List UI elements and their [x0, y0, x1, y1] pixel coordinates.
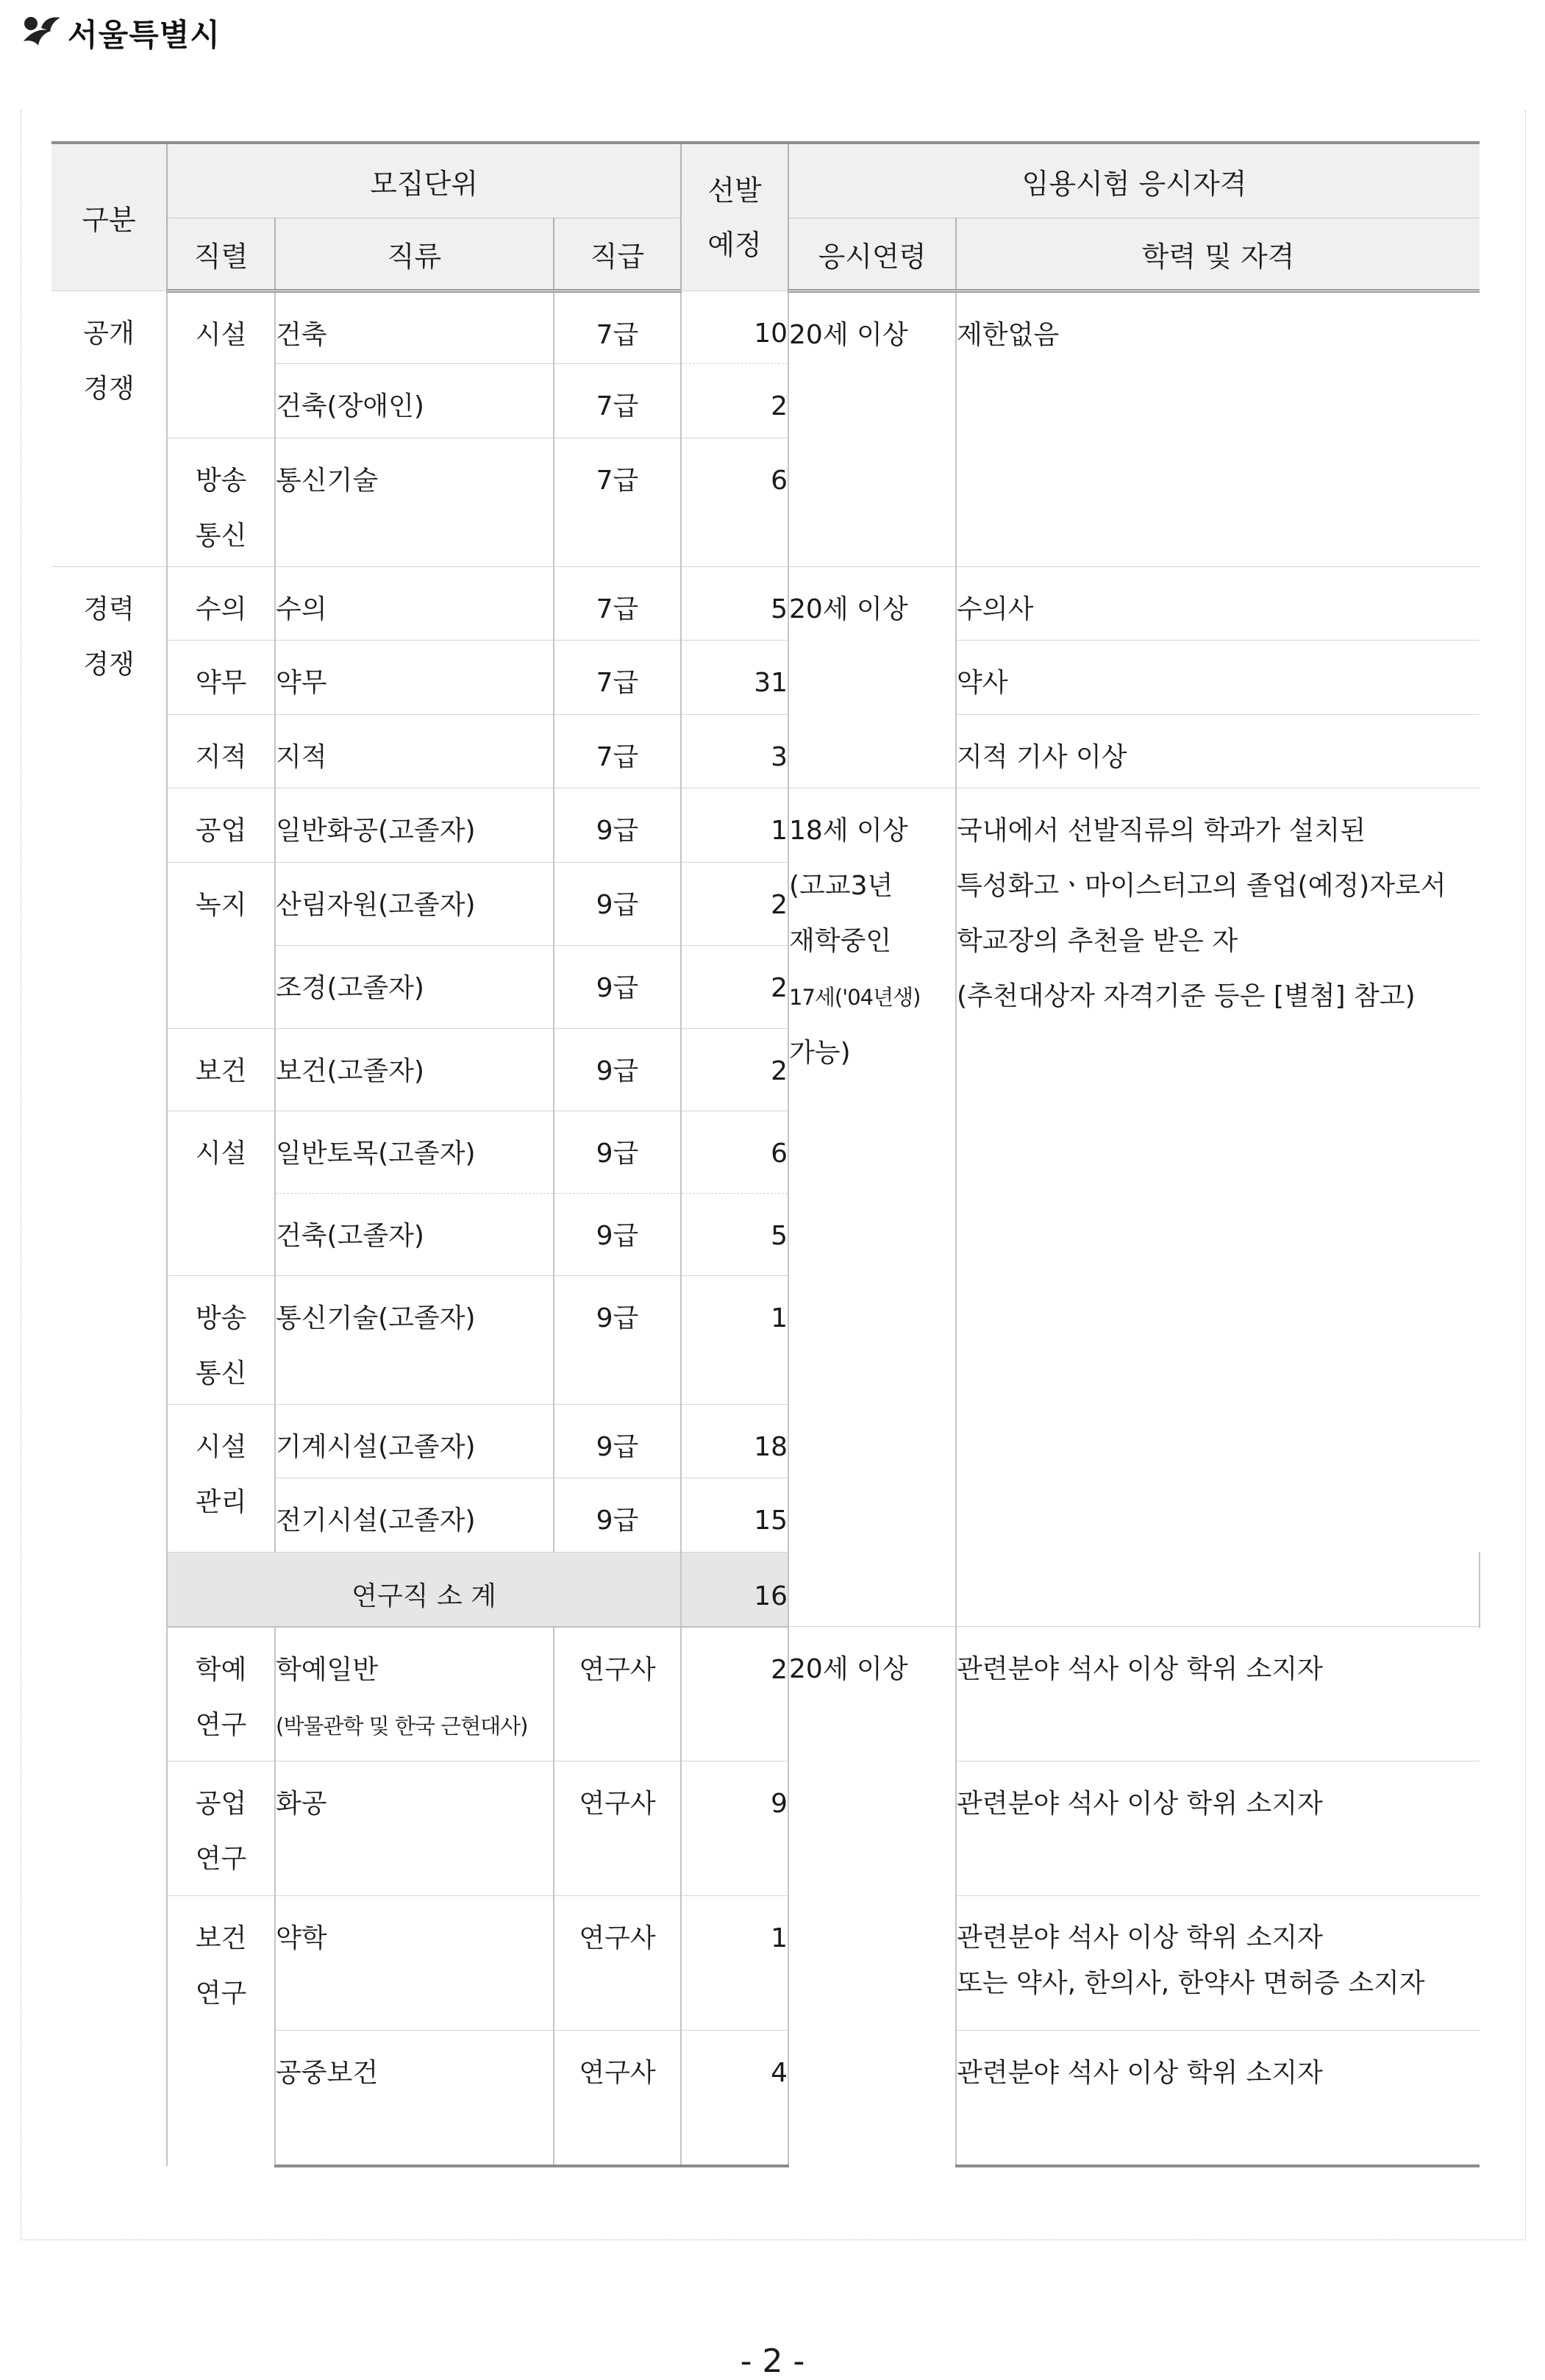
series-cell: 시설 [167, 291, 275, 438]
count-cell: 1 [681, 1276, 788, 1405]
series-cell: 방송 통신 [167, 438, 275, 567]
table-row [51, 788, 1480, 863]
job-cell: 통신기술 [275, 438, 554, 567]
job-cell: 기계시설(고졸자) [275, 1405, 554, 1478]
age-cell: 20세 이상 [788, 1627, 956, 2166]
grade-cell: 7급 [554, 567, 681, 641]
series-cell: 수의 [167, 567, 275, 641]
table-row [51, 641, 1480, 715]
count-cell: 5 [681, 567, 788, 641]
table-row [51, 291, 1480, 364]
grade-cell: 7급 [554, 291, 681, 364]
age-cell: 18세 이상 (고교3년 재학중인 17세('04년생) 가능) [788, 788, 956, 1627]
table-row [51, 1761, 1480, 1896]
count-cell: 6 [681, 1111, 788, 1194]
job-cell: 공중보건 [275, 2031, 554, 2166]
count-cell: 1 [681, 788, 788, 863]
count-cell: 15 [681, 1478, 788, 1553]
job-cell: 조경(고졸자) [275, 946, 554, 1029]
grade-cell: 7급 [554, 641, 681, 715]
series-cell: 방송 통신 [167, 1276, 275, 1405]
qual-cell: 관련분야 석사 이상 학위 소지자 [956, 1627, 1480, 1761]
logo-text: 서울특별시 [68, 17, 221, 53]
header-job: 직류 [275, 218, 554, 291]
grade-cell: 7급 [554, 364, 681, 438]
grade-cell: 9급 [554, 946, 681, 1029]
group-career: 경력 경쟁 [51, 567, 167, 2166]
series-cell: 시설 [167, 1111, 275, 1276]
series-cell: 공업 [167, 788, 275, 863]
qual-cell: 관련분야 석사 이상 학위 소지자 [956, 2031, 1480, 2166]
table-row [51, 1896, 1480, 2031]
count-cell: 2 [681, 364, 788, 438]
job-cell: 지적 [275, 715, 554, 788]
qual-cell: 제한없음 [956, 291, 1480, 567]
qual-cell: 수의사 [956, 567, 1480, 641]
grade-cell: 9급 [554, 863, 681, 946]
header-recruit-unit: 모집단위 [167, 143, 681, 218]
grade-cell: 연구사 [554, 2031, 681, 2166]
table-row [51, 1627, 1480, 1761]
seoul-logo [19, 7, 221, 59]
grade-cell: 9급 [554, 1029, 681, 1111]
count-cell: 18 [681, 1405, 788, 1478]
job-cell: 통신기술(고졸자) [275, 1276, 554, 1405]
job-cell: 수의 [275, 567, 554, 641]
header-age: 응시연령 [788, 218, 956, 291]
table-row [51, 715, 1480, 788]
count-cell: 6 [681, 438, 788, 567]
job-cell: 일반토목(고졸자) [275, 1111, 554, 1194]
series-cell: 녹지 [167, 863, 275, 1029]
qual-cell: 국내에서 선발직류의 학과가 설치된 특성화고ㆍ마이스터고의 졸업(예정)자로서 학교장의 추천을 받은 자 (추천대상자 자격기준 등은 [별첨] 참고) [956, 788, 1480, 1627]
job-cell: 보건(고졸자) [275, 1029, 554, 1111]
series-cell: 지적 [167, 715, 275, 788]
seoul-emblem-icon [19, 12, 65, 54]
job-cell: 건축(장애인) [275, 364, 554, 438]
header-series: 직렬 [167, 218, 275, 291]
qual-cell: 관련분야 석사 이상 학위 소지자 [956, 1761, 1480, 1896]
count-cell: 4 [681, 2031, 788, 2166]
grade-cell: 7급 [554, 715, 681, 788]
count-cell: 5 [681, 1194, 788, 1276]
subtotal-count: 16 [681, 1553, 788, 1627]
count-cell: 2 [681, 946, 788, 1029]
qual-cell: 관련분야 석사 이상 학위 소지자 또는 약사, 한의사, 한약사 면허증 소지자 [956, 1896, 1480, 2031]
job-cell: 건축 [275, 291, 554, 364]
count-cell: 9 [681, 1761, 788, 1896]
series-cell: 보건 연구 [167, 1896, 275, 2166]
grade-cell: 9급 [554, 1276, 681, 1405]
job-cell: 학예일반 (박물관학 및 한국 근현대사) [275, 1627, 554, 1761]
series-cell: 약무 [167, 641, 275, 715]
grade-cell: 연구사 [554, 1761, 681, 1896]
job-cell: 건축(고졸자) [275, 1194, 554, 1276]
grade-cell: 연구사 [554, 1896, 681, 2031]
job-cell: 일반화공(고졸자) [275, 788, 554, 863]
qual-cell: 약사 [956, 641, 1480, 715]
job-cell: 산림자원(고졸자) [275, 863, 554, 946]
series-cell: 공업 연구 [167, 1761, 275, 1896]
count-cell: 2 [681, 1627, 788, 1761]
grade-cell: 7급 [554, 438, 681, 567]
job-cell: 화공 [275, 1761, 554, 1896]
group-open: 공개 경쟁 [51, 291, 167, 567]
count-cell: 3 [681, 715, 788, 788]
age-cell: 20세 이상 [788, 291, 956, 567]
recruitment-table [51, 141, 1480, 2167]
age-cell: 20세 이상 [788, 567, 956, 788]
table-row [51, 567, 1480, 641]
subtotal-label: 연구직 소 계 [167, 1553, 681, 1627]
header-category: 구분 [51, 143, 167, 291]
job-cell: 약무 [275, 641, 554, 715]
grade-cell: 9급 [554, 788, 681, 863]
grade-cell: 9급 [554, 1405, 681, 1478]
series-cell: 보건 [167, 1029, 275, 1111]
page-number: - 2 - [740, 2342, 805, 2380]
grade-cell: 9급 [554, 1194, 681, 1276]
series-cell: 시설 관리 [167, 1405, 275, 1553]
count-cell: 2 [681, 863, 788, 946]
count-cell: 31 [681, 641, 788, 715]
job-cell: 약학 [275, 1896, 554, 2031]
qual-cell: 지적 기사 이상 [956, 715, 1480, 788]
header-grade: 직급 [554, 218, 681, 291]
header-qualification: 임용시험 응시자격 [788, 143, 1480, 218]
header-selection: 선발 예정 [681, 143, 788, 291]
grade-cell: 9급 [554, 1478, 681, 1553]
header-education: 학력 및 자격 [956, 218, 1480, 291]
count-cell: 2 [681, 1029, 788, 1111]
grade-cell: 연구사 [554, 1627, 681, 1761]
count-cell: 1 [681, 1896, 788, 2031]
count-cell: 10 [681, 291, 788, 364]
series-cell: 학예 연구 [167, 1627, 275, 1761]
job-cell: 전기시설(고졸자) [275, 1478, 554, 1553]
grade-cell: 9급 [554, 1111, 681, 1194]
